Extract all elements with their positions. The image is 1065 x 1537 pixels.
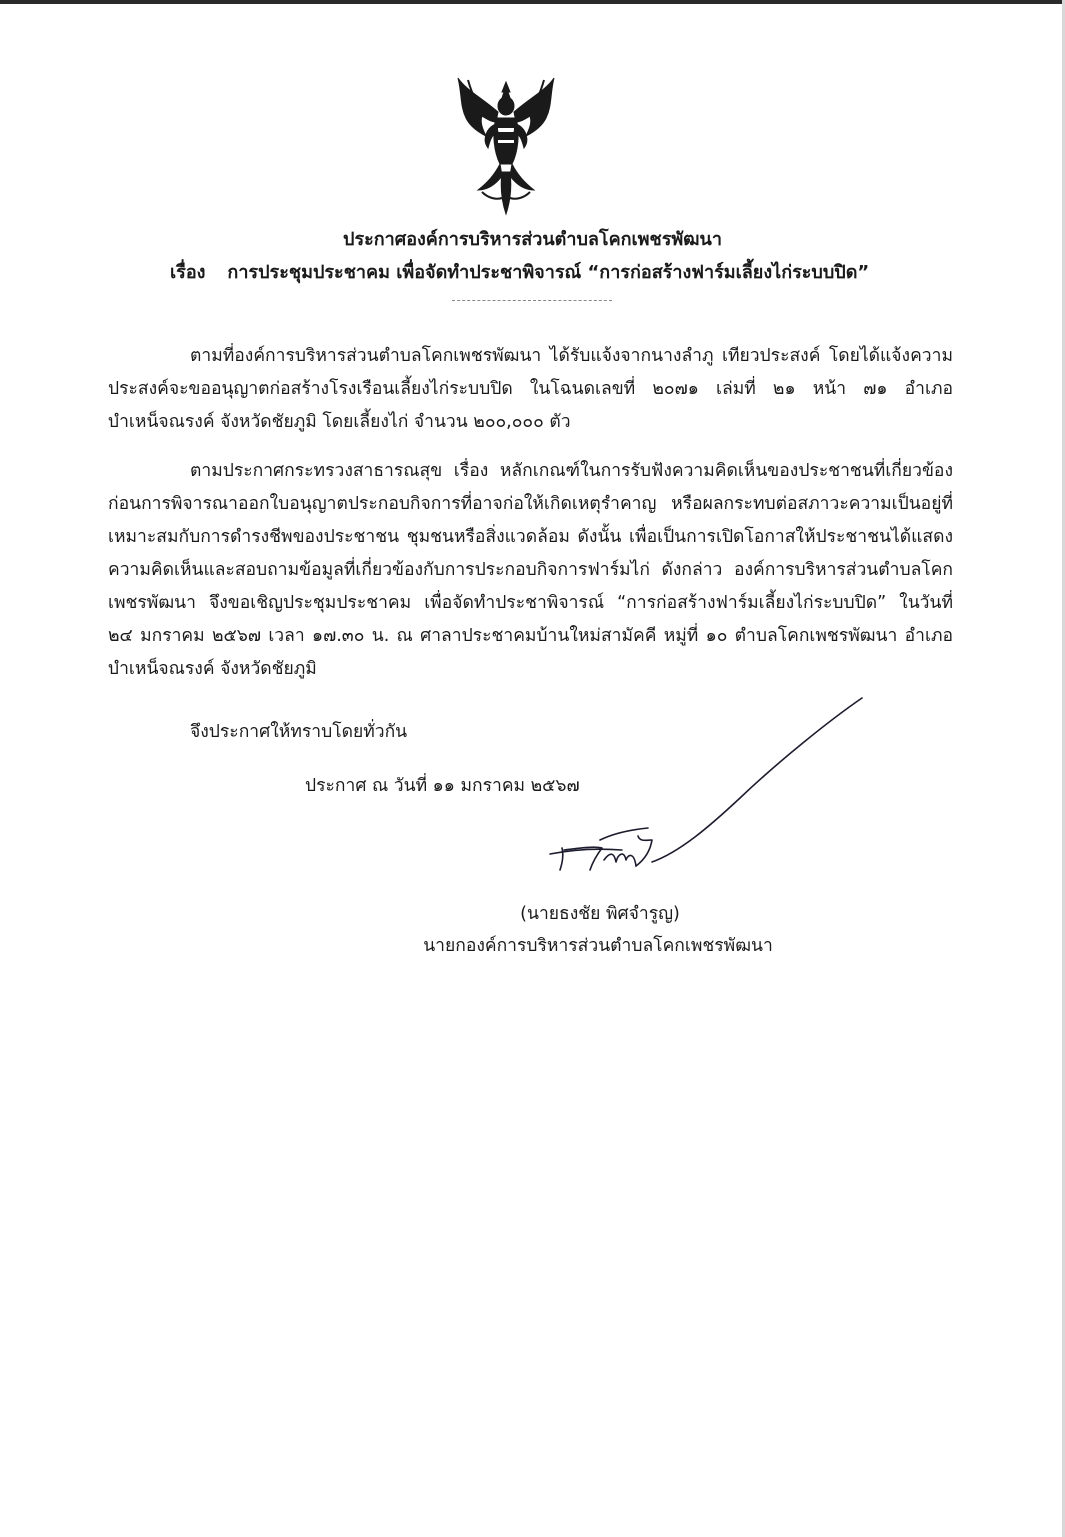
announcement-subject xyxy=(170,261,869,285)
signer-name: (นายธงชัย พิศจำรูญ) xyxy=(520,904,680,924)
subject-label: เรื่อง xyxy=(170,262,206,283)
announcement-title: ประกาศองค์การบริหารส่วนตำบลโคกเพชรพัฒนา xyxy=(343,229,722,250)
garuda-emblem-icon xyxy=(452,68,560,218)
signer-position: นายกองค์การบริหารส่วนตำบลโคกเพชรพัฒนา xyxy=(423,936,773,956)
announcement-closing: จึงประกาศให้ทราบโดยทั่วกัน xyxy=(190,722,408,742)
title-divider xyxy=(452,300,612,301)
handwritten-signature-icon xyxy=(540,690,880,880)
body-paragraph-2: ตามประกาศกระทรวงสาธารณสุข เรื่อง หลักเกณฑ์ในการรับฟังความคิดเห็นของประชาชนที่เกี่ยวข้องก่อนการพิจารณาออกใบอนุญาตประกอบกิจการที่อาจก่อให้เกิดเหตุรำคาญ หรือผลกระทบต่อสภาวะความเป็นอยู่ที่เหมาะสมกับการดำรงชีพของประชาชน ชุมชนหรือสิ่งแวดล้อม ดังนั้น เพื่อเป็นการเปิดโอกาสให้ประชาชนได้แสดงความคิดเห็นและสอบถามข้อมูลที่เกี่ยวข้องกับการประกอบกิจการฟาร์มไก่ ดังกล่าว องค์การบริหารส่วนตำบลโคกเพชรพัฒนา จึงขอเชิญประชุมประชาคม เพื่อจัดทำประชาพิจารณ์ “การก่อสร้างฟาร์มเลี้ยงไก่ระบบปิด” ในวันที่ ๒๔ มกราคม ๒๕๖๗ เวลา ๑๗.๓๐ น. ณ ศาลาประชาคมบ้านใหม่สามัคคี หมู่ที่ ๑๐ ตำบลโคกเพชรพัฒนา อำเภอบำเหน็จณรงค์ จังหวัดชัยภูมิ xyxy=(108,461,953,679)
subject-text: การประชุมประชาคม เพื่อจัดทำประชาพิจารณ์ “การก่อสร้างฟาร์มเลี้ยงไก่ระบบปิด” xyxy=(227,262,870,283)
body-paragraph-1: ตามที่องค์การบริหารส่วนตำบลโคกเพชรพัฒนา ได้รับแจ้งจากนางลำภู เทียวประสงค์ โดยได้แจ้งความประสงค์จะขออนุญาตก่อสร้างโรงเรือนเลี้ยงไก่ระบบปิด ในโฉนดเลขที่ ๒๐๗๑ เล่มที่ ๒๑ หน้า ๗๑ อำเภอบำเหน็จณรงค์ จังหวัดชัยภูมิ โดยเลี้ยงไก่ จำนวน ๒๐๐,๐๐๐ ตัว xyxy=(108,346,953,432)
scan-edge-top xyxy=(0,0,1065,4)
announcement-date: ประกาศ ณ วันที่ ๑๑ มกราคม ๒๕๖๗ xyxy=(305,776,580,796)
